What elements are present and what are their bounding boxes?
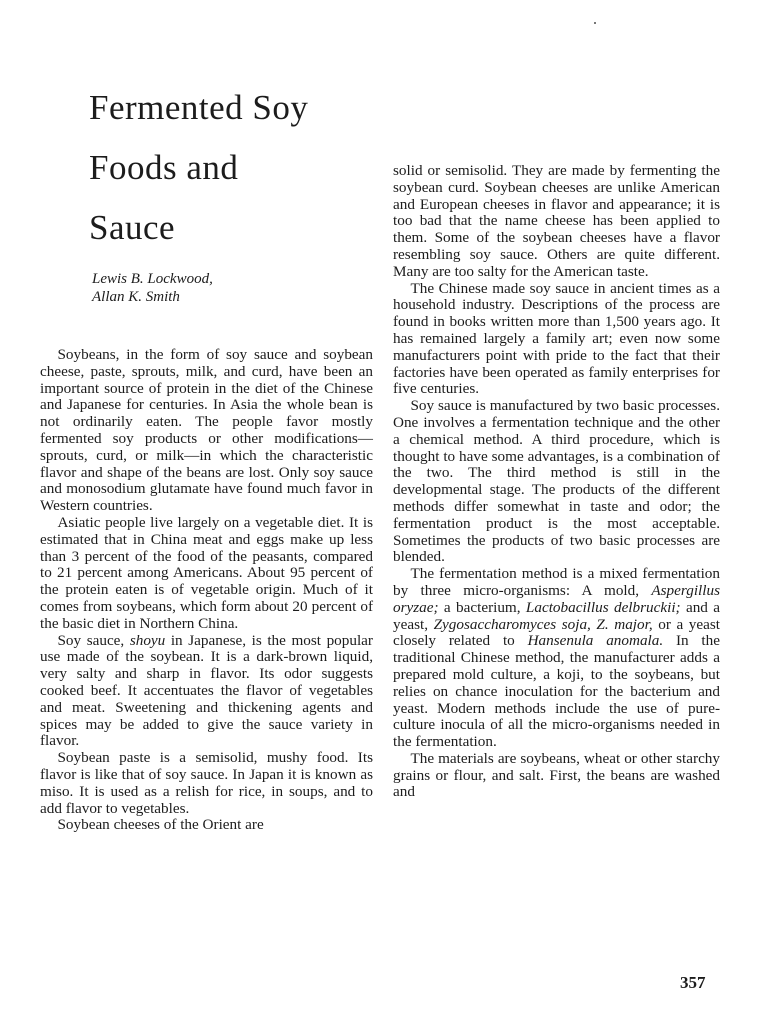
title-line-3: Sauce — [89, 208, 176, 247]
italic-term: Zygosaccharomyces soja, Z. major, — [433, 615, 653, 633]
italic-term: shoyu — [129, 631, 166, 649]
left-column — [40, 347, 373, 834]
paragraph-soybean-paste: Soybean paste is a semisolid, mushy food. Its flavor is like that of soy sauce. In Japan it is known as miso. It is used as a relish for rice, in soups, and to add flavor to vegetables. — [40, 749, 373, 817]
italic-term: Hansenula anomala. — [527, 632, 664, 650]
paragraph-soybeans: Soybeans, in the form of soy sauce and soybean cheese, paste, sprouts, milk, and curd, have been an important source of protein in the diet of the Chinese and Japanese for centuries. In Asia the whole bean is not ordinarily eaten. The people favor mostly fermented soy products or other modifications—sprouts, curd, or milk—in which the characteristic flavor and shape of the beans are lost. Only soy sauce and monosodium glutamate have found much favor in Western countries. — [40, 346, 373, 515]
paragraph-materials: The materials are soybeans, wheat or other starchy grains or flour, and salt. First, the beans are washed and — [393, 749, 720, 801]
text-run: or a yeast closely related to — [393, 615, 720, 650]
text-run: In the traditional Chinese method, the manufacturer adds a prepared mold culture, a koji, to the soybeans, but relies on chance inoculation for the bacterium and yeast. Modern methods include the use of pure-culture inocula of all the micro-organisms needed in the fermentation. — [393, 632, 720, 751]
text-run: and a yeast, — [393, 598, 721, 633]
italic-term: Lactobacillus delbruckii; — [525, 598, 681, 616]
title-line-1: Fermented Soy — [89, 88, 309, 127]
author-byline — [92, 270, 213, 306]
paragraph-soybean-cheeses: Soybean cheeses of the Orient are — [57, 816, 264, 834]
right-column — [393, 163, 720, 801]
paragraph-continuation: solid or semisolid. They are made by fermenting the soybean curd. Soybean cheeses are unlike American and European cheeses in flavor and appearance; it is too bad that the name cheese has been applied to them. Some of the soybean cheeses have a flavor resembling soy sauce. Others are quite different. Many are too salty for the American taste. — [393, 162, 720, 280]
paragraph-basic-processes: Soy sauce is manufactured by two basic processes. One involves a fermentation technique and the other a chemical method. A third procedure, which is thought to have some advantages, is a combination of the two. The third method is still in the developmental stage. The products of the different methods differ somewhat in taste and odor; the fermentation product is the most acceptable. Sometimes the products of two basic processes are blended. — [393, 397, 720, 566]
author-1: Lewis B. Lockwood, — [92, 271, 213, 287]
paragraph-soy-sauce — [40, 633, 373, 751]
paragraph-chinese-history: The Chinese made soy sauce in ancient times as a household industry. Descriptions of the process are found in books written more than 1,500 years ago. It has remained largely a family art; even now some manufacturers point with pride to the fact that their factories have been operated as family enterprises for five centuries. — [393, 279, 720, 398]
text-run: in Japanese, is the most popular use made of the soybean. It is a dark-brown liquid, very salty and sharp in flavor. Its odor suggests cooked beef. It accentuates the flavor of vegetables and meat. Sweetening and thickening agents and spices may be added to give the sauce variety in flavor. — [40, 631, 373, 750]
text-run: a bacterium, — [438, 598, 526, 616]
author-2: Allan K. Smith — [92, 289, 180, 305]
text-run: Soy sauce, — [57, 631, 130, 649]
page-number: 357 — [680, 973, 706, 992]
paragraph-asiatic-diet: Asiatic people live largely on a vegetable diet. It is estimated that in China meat and eggs make up less than 3 percent of the food of the peasants, compared to 21 percent among Americans. About 95 percent of the protein eaten is of vegetable origin. Much of it comes from soybeans, which form about 20 percent of the basic diet in Northern China. — [40, 513, 373, 632]
print-speck — [594, 22, 596, 24]
italic-term: Aspergillus oryzae; — [393, 581, 720, 616]
title-line-2: Foods and — [89, 148, 239, 187]
paragraph-fermentation-method — [393, 566, 720, 751]
article-title — [89, 78, 389, 258]
text-run: The fermentation method is a mixed fermentation by three micro-organisms: A mold, — [393, 565, 720, 599]
